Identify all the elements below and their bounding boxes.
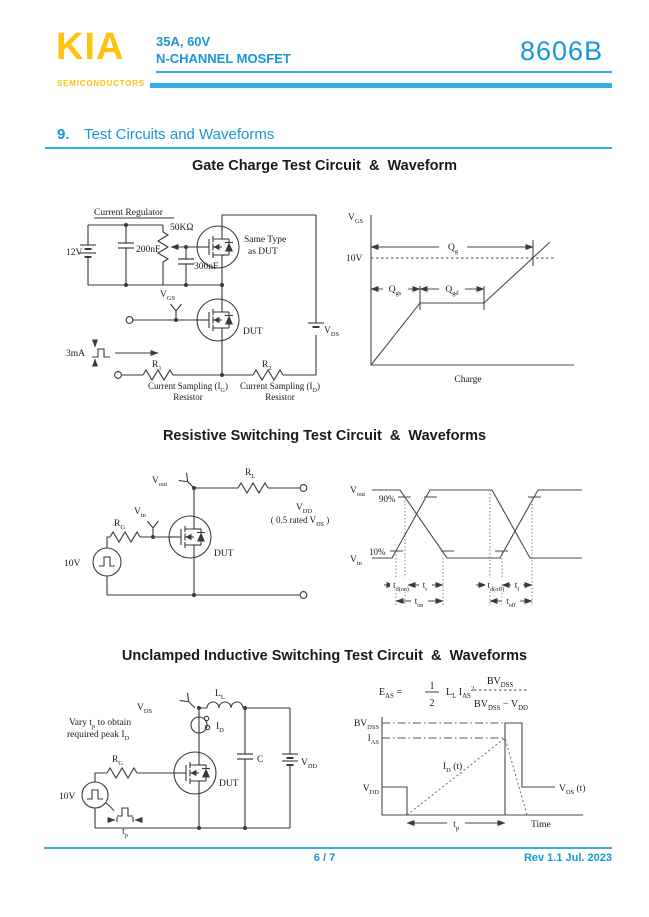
return-terminal — [300, 592, 307, 599]
pulse-source-symbol — [93, 548, 121, 576]
vds-probe-symbol — [180, 693, 199, 712]
label-current-regulator: Current Regulator — [94, 208, 163, 218]
formula-frac-num: $BV_{DSS}$ — [486, 676, 514, 689]
tick-marks — [420, 240, 533, 310]
label-td-on: $t_{d(on)}$ — [393, 580, 409, 593]
label-resistor-right: Resistor — [265, 392, 295, 402]
formula-term: $L_L$ $I_{AS}^2$ — [446, 686, 475, 700]
revision-note: Rev 1.1 Jul. 2023 — [523, 852, 612, 864]
label-rg: $R_G$ — [112, 755, 124, 767]
label-200nf: 200nF — [136, 245, 161, 255]
footer-rule — [44, 847, 612, 849]
gate-input-terminal — [126, 317, 133, 324]
label-qg: $Q_g$ — [447, 243, 459, 255]
device-rating: 35A, 60V — [156, 34, 211, 49]
label-qgs: $Q_{gs}$ — [388, 285, 402, 297]
label-vdd: $V_{DD}$ — [295, 503, 313, 515]
label-vdd: $V_{DD}$ — [362, 784, 379, 796]
label-r2: $R_2$ — [262, 360, 272, 372]
section-rule — [45, 147, 612, 149]
label-dut: DUT — [214, 549, 234, 559]
battery-12v-symbol — [80, 245, 96, 249]
vdd-battery-symbol — [282, 754, 298, 758]
resistive-switching-circuit-diagram — [58, 452, 358, 627]
rg-resistor-symbol — [110, 532, 140, 542]
brand-logo: KIA — [56, 26, 125, 68]
id-probe-jaw — [204, 716, 208, 720]
label-tf: $t_f$ — [514, 580, 520, 593]
figure1-title: Gate Charge Test Circuit & Waveform — [191, 158, 458, 174]
label-bvdss: $BV_{DSS}$ — [353, 719, 379, 731]
formula-frac-den: $BV_{DSS} - V_{DD}$ — [474, 699, 528, 712]
capacitor-300nf-symbol — [178, 259, 194, 264]
label-10v: 10V — [59, 792, 76, 802]
label-ll: $L_L$ — [215, 689, 225, 701]
header-rule-thick — [150, 83, 612, 88]
capacitor-200nf-symbol — [118, 243, 134, 248]
label-vgs-axis: $V_{GS}$ — [348, 213, 364, 225]
sense-terminal — [115, 372, 122, 379]
label-vdd-note: ( 0.5 rated $V_{DS}$ ) — [270, 515, 330, 528]
figure3-title: Unclamped Inductive Switching Test Circuit & Waveforms — [121, 648, 528, 664]
label-dut: DUT — [219, 779, 239, 789]
label-vout: $V_{out}$ — [350, 486, 366, 498]
formula-half-den: 2 — [429, 698, 435, 709]
label-sampling-ig: Current Sampling $(I_G)$ — [148, 381, 228, 394]
label-vgs: $V_{GS}$ — [160, 290, 176, 302]
ll-inductor-symbol — [207, 702, 243, 708]
vgs-charge-curve — [371, 242, 550, 365]
label-id-t: $I_D$ (t) — [443, 762, 463, 774]
section-number: 9. — [57, 126, 70, 143]
rg-resistor-symbol — [107, 768, 137, 778]
battery-12v-symbol — [80, 253, 96, 257]
gate-charge-waveform — [342, 198, 594, 394]
vin-trace — [372, 490, 582, 558]
label-50kohm: 50KΩ — [170, 223, 194, 233]
brand-tagline: SEMICONDUCTORS — [57, 79, 145, 88]
label-vdd: $V_{DD}$ — [301, 758, 318, 770]
label-td-off: $t_{d(off)}$ — [487, 580, 505, 593]
id-trace — [407, 738, 527, 815]
label-resistor-left: Resistor — [173, 392, 203, 402]
label-toff: $t_{off}$ — [506, 596, 516, 609]
label-note-2: required peak $I_D$ — [67, 730, 130, 742]
label-vin: $V_{in}$ — [350, 555, 362, 567]
label-same-type-2: as DUT — [248, 247, 278, 257]
page-number: 6 / 7 — [313, 852, 336, 864]
dut-mosfet-symbol — [197, 299, 239, 341]
vin-probe-symbol — [148, 521, 159, 537]
label-time: Time — [531, 820, 551, 830]
label-note-1: Vary $t_p$ to obtain — [69, 718, 132, 730]
uis-waveform — [335, 663, 625, 841]
uis-circuit-diagram — [55, 668, 355, 840]
label-tr: $t_r$ — [422, 580, 428, 593]
formula-eas: $E_{AS}$ = — [379, 687, 402, 700]
label-charge-axis: Charge — [454, 375, 482, 385]
label-10pct: 10% — [369, 547, 386, 557]
label-vout: $V_{out}$ — [152, 476, 168, 488]
resistive-switching-waveform — [342, 458, 610, 630]
label-300nf: 300nF — [194, 262, 219, 272]
vdd-terminal — [300, 485, 307, 492]
device-type: N-CHANNEL MOSFET — [156, 51, 291, 66]
label-dut: DUT — [243, 327, 263, 337]
header-rule-thin — [156, 71, 612, 73]
label-vds-t: $V_{DS}$ (t) — [559, 784, 586, 796]
label-90pct: 90% — [379, 494, 396, 504]
section-title: Test Circuits and Waveforms — [84, 126, 275, 143]
label-ton: $t_{on}$ — [414, 596, 424, 609]
label-rg: $R_G$ — [114, 519, 126, 531]
pulse-glyph — [99, 557, 115, 566]
pulse-glyph — [87, 790, 103, 799]
label-vin: $V_{in}$ — [134, 507, 146, 519]
label-ias: $I_{AS}$ — [367, 734, 379, 746]
part-number: 8606B — [520, 36, 604, 66]
figure2-title: Resistive Switching Test Circuit & Waveforms — [162, 428, 487, 444]
label-vds: $V_{DS}$ — [137, 703, 153, 715]
vgs-probe-symbol — [171, 304, 182, 320]
rl-resistor-symbol — [238, 483, 268, 493]
label-tp: $t_p$ — [122, 827, 128, 839]
vdd-battery-symbol — [282, 761, 298, 765]
label-qgd: $Q_{gd}$ — [445, 285, 459, 297]
label-10v: 10V — [346, 254, 363, 264]
dut-mosfet-symbol — [169, 516, 211, 558]
label-r1: $R_1$ — [152, 360, 162, 372]
dut-mosfet-symbol — [174, 752, 216, 794]
vds-battery-symbol — [308, 323, 324, 327]
formula-half-num: 1 — [429, 681, 435, 692]
id-probe-jaw — [205, 725, 209, 729]
label-sampling-id: Current Sampling $(I_D)$ — [240, 381, 320, 394]
axes — [382, 717, 586, 815]
label-10v: 10V — [64, 559, 81, 569]
label-vds: $V_{DS}$ — [324, 326, 340, 338]
label-same-type-1: Same Type — [244, 235, 287, 245]
label-rl: $R_L$ — [245, 468, 256, 480]
label-tp: $t_p$ — [453, 820, 459, 832]
c-capacitor-symbol — [237, 754, 253, 759]
label-3ma: 3mA — [66, 349, 85, 359]
pulse-source-symbol — [82, 782, 108, 808]
label-id: $I_D$ — [216, 722, 224, 734]
label-12v: 12V — [66, 248, 83, 258]
label-c: C — [257, 755, 264, 765]
gate-charge-circuit-diagram — [58, 185, 338, 417]
vds-trace — [382, 723, 555, 815]
vout-trace — [372, 490, 582, 558]
